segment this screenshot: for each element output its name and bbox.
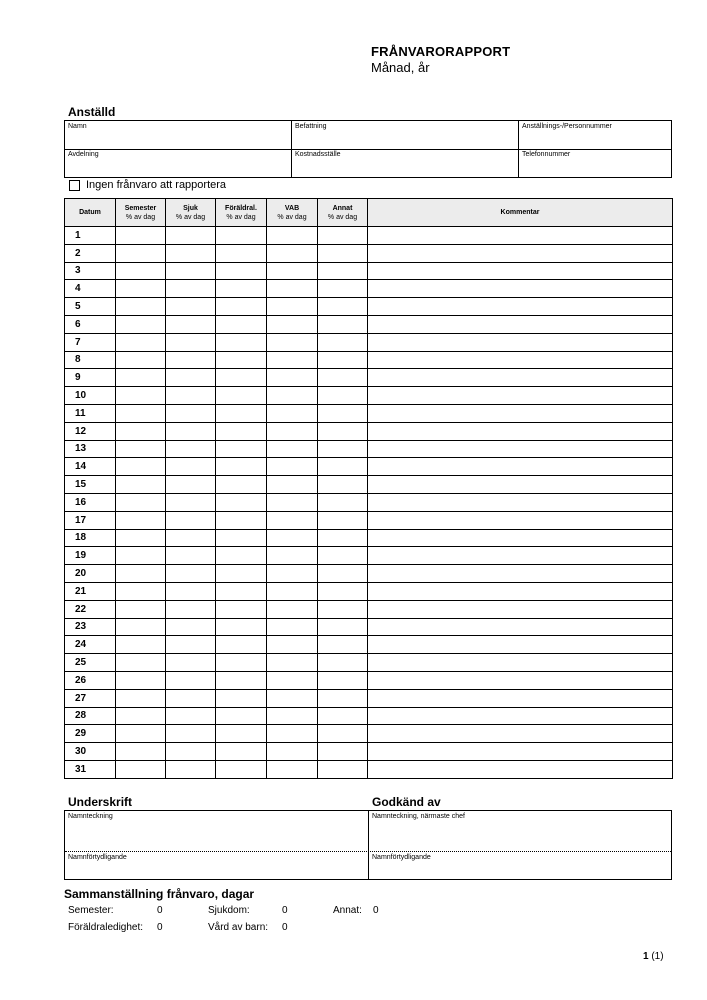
sick-cell[interactable] [166, 689, 216, 707]
summary-vacation-value: 0 [157, 905, 163, 916]
employee-box-col-divider-1 [291, 121, 292, 177]
sick-cell[interactable] [166, 298, 216, 316]
comment-cell[interactable] [368, 387, 673, 405]
day-number: 30 [65, 743, 116, 761]
sick-cell[interactable] [166, 671, 216, 689]
employee-box-divider [65, 149, 671, 150]
vab-cell[interactable] [267, 565, 318, 583]
signature-clarification-field[interactable]: Namnförtydligande [68, 854, 127, 861]
day-number: 24 [65, 636, 116, 654]
parental-cell[interactable] [216, 227, 267, 245]
vacation-cell[interactable] [116, 227, 166, 245]
day-number: 20 [65, 565, 116, 583]
day-number: 10 [65, 387, 116, 405]
comment-cell[interactable] [368, 404, 673, 422]
table-row [65, 369, 673, 387]
table-row [65, 547, 673, 565]
comment-cell[interactable] [368, 618, 673, 636]
other-cell[interactable] [318, 636, 368, 654]
comment-cell[interactable] [368, 351, 673, 369]
day-number: 12 [65, 422, 116, 440]
day-number: 23 [65, 618, 116, 636]
sick-cell[interactable] [166, 280, 216, 298]
table-row [65, 458, 673, 476]
sick-cell[interactable] [166, 404, 216, 422]
other-cell[interactable] [318, 458, 368, 476]
vacation-cell[interactable] [116, 440, 166, 458]
vab-cell[interactable] [267, 298, 318, 316]
table-row [65, 298, 673, 316]
comment-cell[interactable] [368, 760, 673, 778]
comment-cell[interactable] [368, 582, 673, 600]
parental-cell[interactable] [216, 333, 267, 351]
day-number: 5 [65, 298, 116, 316]
day-number: 31 [65, 760, 116, 778]
signature-dotted-line [65, 851, 671, 852]
comment-cell[interactable] [368, 440, 673, 458]
comment-cell[interactable] [368, 529, 673, 547]
vab-cell[interactable] [267, 227, 318, 245]
table-row [65, 618, 673, 636]
month-year-field[interactable]: Månad, år [371, 60, 430, 75]
day-number: 18 [65, 529, 116, 547]
day-number: 27 [65, 689, 116, 707]
sick-cell[interactable] [166, 262, 216, 280]
document-title: FRÅNVARORAPPORT [371, 44, 511, 59]
other-cell[interactable] [318, 351, 368, 369]
vab-cell[interactable] [267, 618, 318, 636]
table-row [65, 707, 673, 725]
table-row [65, 565, 673, 583]
vacation-cell[interactable] [116, 743, 166, 761]
vab-cell[interactable] [267, 476, 318, 494]
other-cell[interactable] [318, 476, 368, 494]
other-cell[interactable] [318, 760, 368, 778]
comment-cell[interactable] [368, 654, 673, 672]
table-row [65, 262, 673, 280]
signature-field[interactable]: Namnteckning [68, 813, 113, 820]
vacation-cell[interactable] [116, 725, 166, 743]
vab-cell[interactable] [267, 262, 318, 280]
day-number: 16 [65, 493, 116, 511]
vacation-cell[interactable] [116, 333, 166, 351]
table-row [65, 422, 673, 440]
manager-clarification-field[interactable]: Namnförtydligande [372, 854, 431, 861]
column-header-other: Annat % av dag [318, 199, 368, 227]
sick-cell[interactable] [166, 511, 216, 529]
column-header-date: Datum [65, 199, 116, 227]
day-number: 28 [65, 707, 116, 725]
table-row [65, 636, 673, 654]
position-field[interactable]: Befattning [295, 123, 327, 130]
parental-cell[interactable] [216, 743, 267, 761]
vab-cell[interactable] [267, 458, 318, 476]
other-cell[interactable] [318, 654, 368, 672]
summary-other-label: Annat: [333, 905, 362, 916]
comment-cell[interactable] [368, 547, 673, 565]
other-cell[interactable] [318, 689, 368, 707]
table-row [65, 440, 673, 458]
summary-other-value: 0 [373, 905, 379, 916]
vacation-cell[interactable] [116, 636, 166, 654]
page-current: 1 [643, 951, 649, 962]
vacation-cell[interactable] [116, 244, 166, 262]
day-number: 9 [65, 369, 116, 387]
other-cell[interactable] [318, 565, 368, 583]
sick-cell[interactable] [166, 707, 216, 725]
day-number: 13 [65, 440, 116, 458]
sick-cell[interactable] [166, 369, 216, 387]
parental-cell[interactable] [216, 565, 267, 583]
vacation-cell[interactable] [116, 671, 166, 689]
vab-cell[interactable] [267, 671, 318, 689]
day-number: 25 [65, 654, 116, 672]
vab-cell[interactable] [267, 547, 318, 565]
comment-cell[interactable] [368, 458, 673, 476]
vab-cell[interactable] [267, 404, 318, 422]
vacation-cell[interactable] [116, 262, 166, 280]
parental-cell[interactable] [216, 707, 267, 725]
day-number: 15 [65, 476, 116, 494]
vab-cell[interactable] [267, 725, 318, 743]
table-row [65, 387, 673, 405]
vab-cell[interactable] [267, 280, 318, 298]
day-number: 2 [65, 244, 116, 262]
comment-cell[interactable] [368, 707, 673, 725]
day-number: 19 [65, 547, 116, 565]
parental-cell[interactable] [216, 654, 267, 672]
absence-table-body [65, 227, 673, 779]
summary-heading: Sammanställning frånvaro, dagar [64, 887, 255, 901]
other-cell[interactable] [318, 725, 368, 743]
vab-cell[interactable] [267, 654, 318, 672]
day-number: 22 [65, 600, 116, 618]
parental-cell[interactable] [216, 387, 267, 405]
other-cell[interactable] [318, 280, 368, 298]
sick-cell[interactable] [166, 547, 216, 565]
sick-cell[interactable] [166, 440, 216, 458]
table-row [65, 493, 673, 511]
comment-cell[interactable] [368, 493, 673, 511]
vacation-cell[interactable] [116, 600, 166, 618]
parental-cell[interactable] [216, 458, 267, 476]
table-row [65, 315, 673, 333]
page-total: (1) [651, 951, 664, 962]
parental-cell[interactable] [216, 280, 267, 298]
parental-cell[interactable] [216, 404, 267, 422]
summary-sick-label: Sjukdom: [208, 905, 250, 916]
comment-cell[interactable] [368, 333, 673, 351]
vacation-cell[interactable] [116, 582, 166, 600]
parental-cell[interactable] [216, 422, 267, 440]
signature-box-col-divider [368, 811, 369, 879]
day-number: 7 [65, 333, 116, 351]
vacation-cell[interactable] [116, 458, 166, 476]
column-header-vacation: Semester % av dag [116, 199, 166, 227]
parental-cell[interactable] [216, 476, 267, 494]
day-number: 17 [65, 511, 116, 529]
comment-cell[interactable] [368, 725, 673, 743]
table-row [65, 671, 673, 689]
sick-cell[interactable] [166, 654, 216, 672]
signature-heading: Underskrift [68, 795, 133, 809]
vacation-cell[interactable] [116, 547, 166, 565]
other-cell[interactable] [318, 743, 368, 761]
vab-cell[interactable] [267, 351, 318, 369]
vab-cell[interactable] [267, 422, 318, 440]
no-absence-checkbox[interactable] [69, 180, 80, 191]
other-cell[interactable] [318, 244, 368, 262]
comment-cell[interactable] [368, 315, 673, 333]
sick-cell[interactable] [166, 618, 216, 636]
other-cell[interactable] [318, 369, 368, 387]
day-number: 4 [65, 280, 116, 298]
sick-cell[interactable] [166, 565, 216, 583]
vacation-cell[interactable] [116, 404, 166, 422]
comment-cell[interactable] [368, 476, 673, 494]
day-number: 14 [65, 458, 116, 476]
comment-cell[interactable] [368, 280, 673, 298]
table-row [65, 760, 673, 778]
comment-cell[interactable] [368, 636, 673, 654]
comment-cell[interactable] [368, 743, 673, 761]
phone-field[interactable]: Telefonnummer [522, 151, 571, 158]
other-cell[interactable] [318, 262, 368, 280]
sick-cell[interactable] [166, 582, 216, 600]
parental-cell[interactable] [216, 760, 267, 778]
comment-cell[interactable] [368, 689, 673, 707]
vab-cell[interactable] [267, 707, 318, 725]
vab-cell[interactable] [267, 600, 318, 618]
vacation-cell[interactable] [116, 493, 166, 511]
absence-table [64, 198, 673, 779]
table-row [65, 404, 673, 422]
sick-cell[interactable] [166, 422, 216, 440]
sick-cell[interactable] [166, 529, 216, 547]
parental-cell[interactable] [216, 511, 267, 529]
column-header-parental: Föräldral. % av dag [216, 199, 267, 227]
vacation-cell[interactable] [116, 529, 166, 547]
comment-cell[interactable] [368, 565, 673, 583]
summary-vab-value: 0 [282, 922, 288, 933]
table-row [65, 280, 673, 298]
vab-cell[interactable] [267, 689, 318, 707]
sick-cell[interactable] [166, 244, 216, 262]
comment-cell[interactable] [368, 600, 673, 618]
day-number: 26 [65, 671, 116, 689]
day-number: 6 [65, 315, 116, 333]
comment-cell[interactable] [368, 671, 673, 689]
comment-cell[interactable] [368, 262, 673, 280]
parental-cell[interactable] [216, 369, 267, 387]
id-number-field[interactable]: Anställnings-/Personnummer [522, 123, 612, 130]
table-row [65, 654, 673, 672]
table-header-row [65, 199, 673, 227]
vab-cell[interactable] [267, 582, 318, 600]
day-number: 1 [65, 227, 116, 245]
other-cell[interactable] [318, 511, 368, 529]
table-row [65, 582, 673, 600]
vab-cell[interactable] [267, 315, 318, 333]
parental-cell[interactable] [216, 298, 267, 316]
vab-cell[interactable] [267, 529, 318, 547]
table-row [65, 476, 673, 494]
sick-cell[interactable] [166, 458, 216, 476]
parental-cell[interactable] [216, 529, 267, 547]
sick-cell[interactable] [166, 493, 216, 511]
parental-cell[interactable] [216, 262, 267, 280]
other-cell[interactable] [318, 600, 368, 618]
other-cell[interactable] [318, 440, 368, 458]
parental-cell[interactable] [216, 600, 267, 618]
vab-cell[interactable] [267, 244, 318, 262]
parental-cell[interactable] [216, 689, 267, 707]
sick-cell[interactable] [166, 387, 216, 405]
table-row [65, 351, 673, 369]
vab-cell[interactable] [267, 511, 318, 529]
vacation-cell[interactable] [116, 707, 166, 725]
summary-vacation-label: Semester: [68, 905, 114, 916]
other-cell[interactable] [318, 387, 368, 405]
vacation-cell[interactable] [116, 476, 166, 494]
parental-cell[interactable] [216, 351, 267, 369]
employee-heading: Anställd [68, 105, 116, 119]
sick-cell[interactable] [166, 600, 216, 618]
employee-box-col-divider-2 [518, 121, 519, 177]
sick-cell[interactable] [166, 725, 216, 743]
comment-cell[interactable] [368, 298, 673, 316]
comment-cell[interactable] [368, 422, 673, 440]
table-row [65, 743, 673, 761]
vacation-cell[interactable] [116, 351, 166, 369]
other-cell[interactable] [318, 404, 368, 422]
table-row [65, 529, 673, 547]
approval-heading: Godkänd av [372, 795, 441, 809]
parental-cell[interactable] [216, 618, 267, 636]
table-row [65, 244, 673, 262]
cost-center-field[interactable]: Kostnadsställe [295, 151, 341, 158]
vab-cell[interactable] [267, 636, 318, 654]
column-header-sick: Sjuk % av dag [166, 199, 216, 227]
table-row [65, 689, 673, 707]
no-absence-label: Ingen frånvaro att rapportera [86, 179, 227, 191]
day-number: 29 [65, 725, 116, 743]
vacation-cell[interactable] [116, 280, 166, 298]
parental-cell[interactable] [216, 725, 267, 743]
table-row [65, 725, 673, 743]
vab-cell[interactable] [267, 369, 318, 387]
column-header-comment: Kommentar [368, 199, 673, 227]
day-number: 11 [65, 404, 116, 422]
vacation-cell[interactable] [116, 618, 166, 636]
parental-cell[interactable] [216, 671, 267, 689]
other-cell[interactable] [318, 315, 368, 333]
other-cell[interactable] [318, 618, 368, 636]
table-row [65, 227, 673, 245]
vab-cell[interactable] [267, 493, 318, 511]
vab-cell[interactable] [267, 387, 318, 405]
table-row [65, 600, 673, 618]
day-number: 21 [65, 582, 116, 600]
vacation-cell[interactable] [116, 689, 166, 707]
sick-cell[interactable] [166, 636, 216, 654]
vacation-cell[interactable] [116, 387, 166, 405]
name-field[interactable]: Namn [68, 123, 87, 130]
parental-cell[interactable] [216, 582, 267, 600]
parental-cell[interactable] [216, 547, 267, 565]
vab-cell[interactable] [267, 440, 318, 458]
other-cell[interactable] [318, 298, 368, 316]
comment-cell[interactable] [368, 511, 673, 529]
day-number: 3 [65, 262, 116, 280]
department-field[interactable]: Avdelning [68, 151, 99, 158]
sick-cell[interactable] [166, 476, 216, 494]
sick-cell[interactable] [166, 315, 216, 333]
summary-parental-value: 0 [157, 922, 163, 933]
comment-cell[interactable] [368, 227, 673, 245]
vab-cell[interactable] [267, 760, 318, 778]
vacation-cell[interactable] [116, 654, 166, 672]
summary-sick-value: 0 [282, 905, 288, 916]
vacation-cell[interactable] [116, 422, 166, 440]
vacation-cell[interactable] [116, 315, 166, 333]
manager-signature-field[interactable]: Namnteckning, närmaste chef [372, 813, 465, 820]
day-number: 8 [65, 351, 116, 369]
vacation-cell[interactable] [116, 565, 166, 583]
sick-cell[interactable] [166, 743, 216, 761]
signature-box [64, 810, 672, 880]
other-cell[interactable] [318, 547, 368, 565]
other-cell[interactable] [318, 333, 368, 351]
summary-parental-label: Föräldraledighet: [68, 922, 144, 933]
vacation-cell[interactable] [116, 760, 166, 778]
other-cell[interactable] [318, 671, 368, 689]
vacation-cell[interactable] [116, 511, 166, 529]
other-cell[interactable] [318, 529, 368, 547]
other-cell[interactable] [318, 493, 368, 511]
other-cell[interactable] [318, 227, 368, 245]
vab-cell[interactable] [267, 743, 318, 761]
sick-cell[interactable] [166, 333, 216, 351]
employee-info-box [64, 120, 672, 178]
other-cell[interactable] [318, 582, 368, 600]
parental-cell[interactable] [216, 315, 267, 333]
parental-cell[interactable] [216, 493, 267, 511]
vacation-cell[interactable] [116, 298, 166, 316]
page-number [643, 951, 664, 962]
sick-cell[interactable] [166, 351, 216, 369]
comment-cell[interactable] [368, 244, 673, 262]
sick-cell[interactable] [166, 227, 216, 245]
other-cell[interactable] [318, 707, 368, 725]
other-cell[interactable] [318, 422, 368, 440]
parental-cell[interactable] [216, 636, 267, 654]
parental-cell[interactable] [216, 440, 267, 458]
comment-cell[interactable] [368, 369, 673, 387]
summary-vab-label: Vård av barn: [208, 922, 269, 933]
table-row [65, 511, 673, 529]
column-header-vab: VAB % av dag [267, 199, 318, 227]
sick-cell[interactable] [166, 760, 216, 778]
vacation-cell[interactable] [116, 369, 166, 387]
table-row [65, 333, 673, 351]
vab-cell[interactable] [267, 333, 318, 351]
parental-cell[interactable] [216, 244, 267, 262]
